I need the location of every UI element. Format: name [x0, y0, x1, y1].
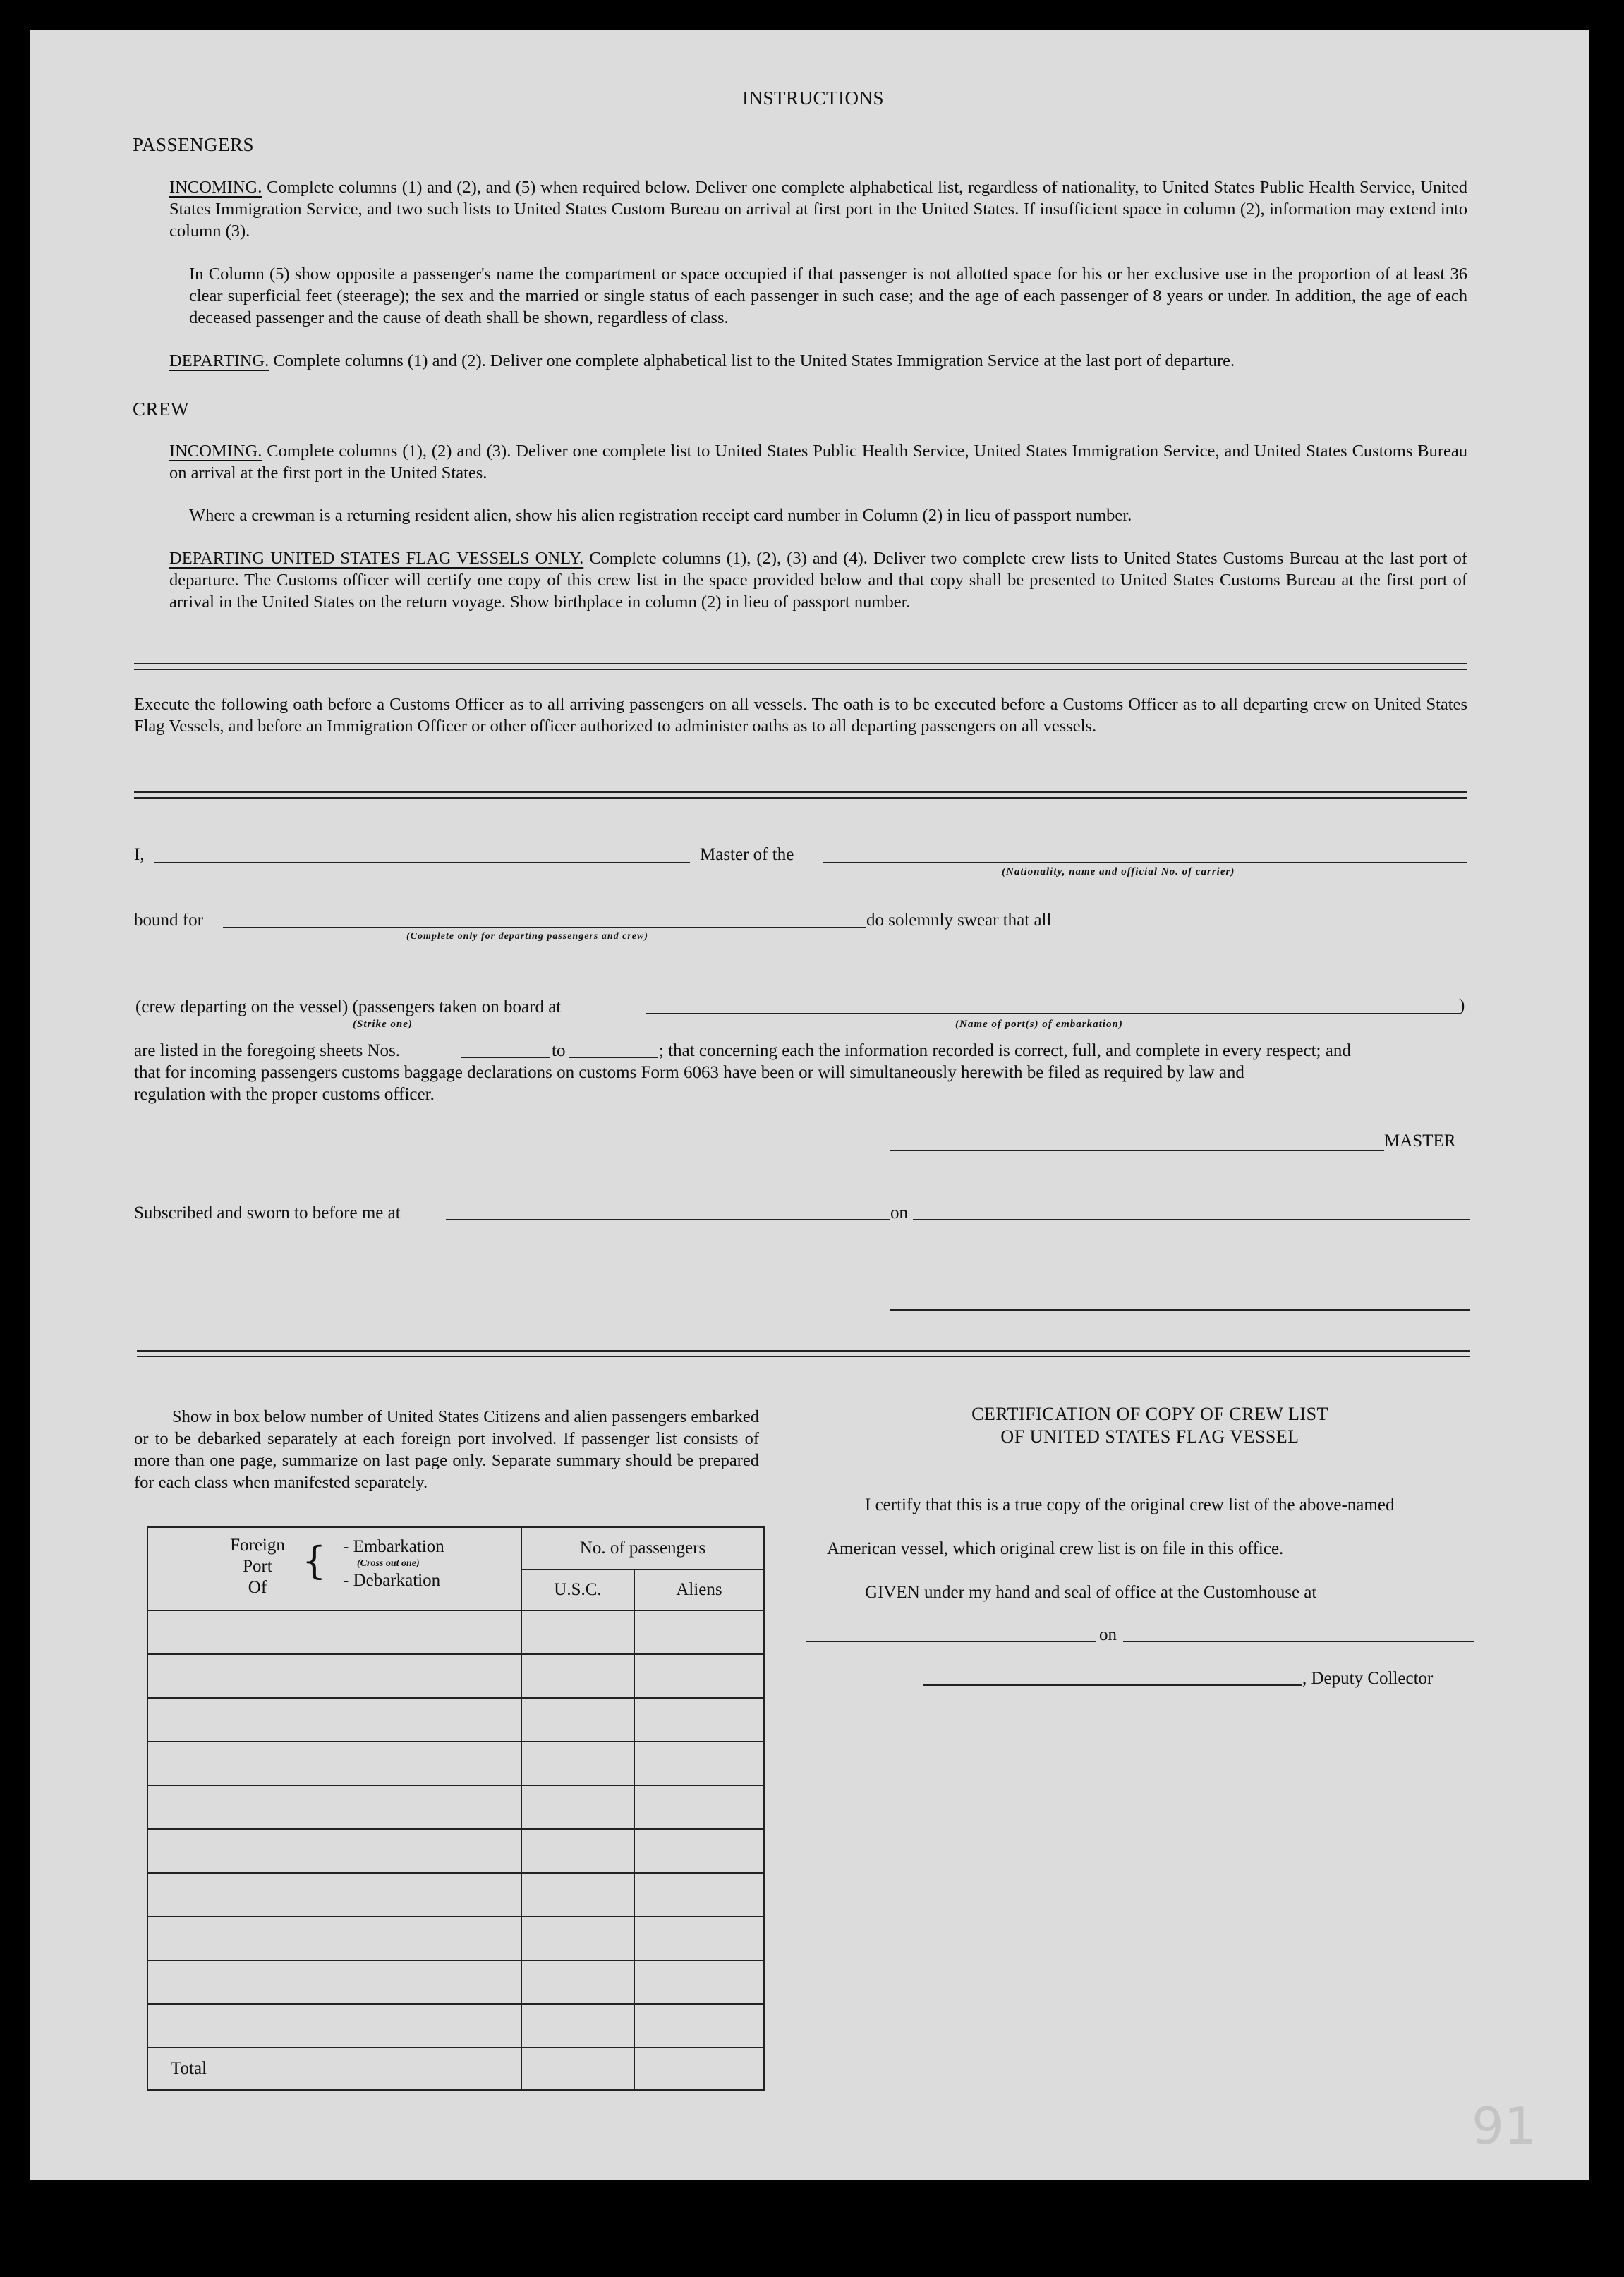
deputy-signature-field[interactable] [923, 1684, 1302, 1686]
passengers-departing-text: Complete columns (1) and (2). Deliver one complete alphabetical list to the United States Immigration Service at the last port of departure. [273, 351, 1235, 370]
subscribed-label: Subscribed and sworn to before me at [134, 1203, 401, 1222]
table-row [147, 1610, 764, 1654]
divider [134, 669, 1467, 670]
crew-incoming [169, 440, 1467, 484]
passengers-incoming-text: Complete columns (1) and (2), and (5) when required below. Deliver one complete alphabetical list, regardless of nationality, to United States Public Health Service, United States Immigration Service, and two such lists to United States Custom Bureau on arrival at first port in the United States. If insufficient space in column (2), information may extend into column (3). [169, 178, 1468, 241]
master-name-field[interactable] [154, 862, 690, 863]
summary-instruction: Show in box below number of United States Citizens and alien passengers embarked or to be debarked separately at each foreign port involved. If passenger list consists of more than one page, summarize on last page only. Separate summary should be prepared for each class when manifested separately. [134, 1407, 759, 1492]
certify-line-2: American vessel, which original crew list is on file in this office. [827, 1539, 1284, 1558]
officer-signature-field[interactable] [890, 1309, 1470, 1311]
crew-departing-text: (crew departing on the vessel) (passengers taken on board at [135, 997, 562, 1016]
port-label: Port [243, 1557, 272, 1576]
total-aliens-cell[interactable] [634, 2048, 764, 2090]
usc-cell[interactable] [521, 1742, 634, 1785]
master-of-the-label: Master of the [700, 845, 794, 864]
port-caption: (Name of port(s) of embarkation) [955, 1019, 1123, 1030]
cert-on-label: on [1099, 1625, 1117, 1644]
port-cell[interactable] [147, 1873, 521, 1917]
carrier-caption: (Nationality, name and official No. of carrier) [1002, 866, 1235, 878]
port-cell[interactable] [147, 1742, 521, 1785]
crew-incoming-text: Complete columns (1), (2) and (3). Deliver one complete list to United States Public Health Service, United States Immigration Service, and United States Customs Bureau on arrival at the first port in the United States. [169, 442, 1468, 482]
aliens-cell[interactable] [634, 1873, 764, 1917]
sheet-from-field[interactable] [461, 1057, 550, 1058]
master-signature-field[interactable] [890, 1150, 1384, 1151]
usc-cell[interactable] [521, 1654, 634, 1698]
instructions-title: INSTRUCTIONS [742, 87, 885, 109]
embarkation-label: - Embarkation [343, 1537, 444, 1556]
table-row [147, 1917, 764, 1960]
aliens-header: Aliens [634, 1569, 764, 1610]
crew-resident: Where a crewman is a returning resident alien, show his alien registration receipt card number in Column (2) in lieu of passport number. [189, 506, 1132, 525]
crew-departing [169, 547, 1467, 613]
crew-departing-text: Complete columns (1), (2), (3) and (4). Deliver two complete crew lists to United States Customs Bureau at the last port of departure. The Customs officer will certify one copy of this crew list in the space provided below and that copy shall be presented to United States Customs Bureau at the first port of arrival in the United States on the return voyage. Show birthplace in column (2) in lieu of passport number. [169, 549, 1468, 612]
crew-departing-label: DEPARTING UNITED STATES FLAG VESSELS ONLY. [169, 549, 584, 568]
port-cell[interactable] [147, 1829, 521, 1873]
aliens-cell[interactable] [634, 1654, 764, 1698]
bound-for-label: bound for [134, 911, 203, 930]
cross-out-caption: (Cross out one) [357, 1558, 420, 1569]
deputy-collector-label: , Deputy Collector [1302, 1669, 1434, 1688]
total-label: Total [147, 2048, 521, 2090]
port-cell[interactable] [147, 2004, 521, 2048]
table-row [147, 2004, 764, 2048]
to-label: to [552, 1041, 566, 1060]
page-stamp: 91 [1472, 2096, 1537, 2156]
table-row [147, 1829, 764, 1873]
port-cell[interactable] [147, 1698, 521, 1742]
port-header-cell [147, 1527, 521, 1610]
bound-for-caption: (Complete only for departing passengers and crew) [406, 931, 648, 942]
bound-for-field[interactable] [223, 927, 866, 928]
usc-header: U.S.C. [521, 1569, 634, 1610]
certification-title-1: CERTIFICATION OF COPY OF CREW LIST [971, 1404, 1328, 1424]
aliens-cell[interactable] [634, 1829, 764, 1873]
sworn-place-field[interactable] [446, 1219, 890, 1220]
passengers-departing [169, 350, 1467, 372]
certification-title-2: OF UNITED STATES FLAG VESSEL [1000, 1426, 1299, 1447]
table-row [147, 1785, 764, 1829]
divider [137, 1356, 1470, 1357]
foreign-label: Foreign [230, 1536, 285, 1555]
usc-cell[interactable] [521, 1917, 634, 1960]
passengers-incoming-label: INCOMING. [169, 178, 262, 197]
customhouse-field[interactable] [806, 1641, 1096, 1642]
divider [134, 663, 1467, 664]
table-row [147, 1960, 764, 2004]
carrier-field[interactable] [823, 862, 1467, 863]
table-row [147, 1654, 764, 1698]
oath-i-label: I, [134, 845, 145, 864]
table-row [147, 1698, 764, 1742]
passenger-summary-table [147, 1526, 765, 2091]
total-usc-cell[interactable] [521, 2048, 634, 2090]
crew-incoming-label: INCOMING. [169, 442, 262, 461]
usc-cell[interactable] [521, 1873, 634, 1917]
sworn-on-label: on [890, 1203, 908, 1222]
of-label: Of [248, 1578, 267, 1597]
oath-line-2: that for incoming passengers customs baggage declarations on customs Form 6063 have been or will simultaneously herewith be filed as required by law and [134, 1063, 1244, 1082]
port-cell[interactable] [147, 1654, 521, 1698]
port-cell[interactable] [147, 1785, 521, 1829]
oath-line-3: regulation with the proper customs officer. [134, 1085, 435, 1104]
port-cell[interactable] [147, 1917, 521, 1960]
listed-prefix: are listed in the foregoing sheets Nos. [134, 1041, 400, 1060]
swear-text: do solemnly swear that all [866, 911, 1052, 930]
embarkation-port-field[interactable] [646, 1013, 1460, 1014]
given-line: GIVEN under my hand and seal of office at the Customhouse at [865, 1583, 1317, 1602]
passengers-heading: PASSENGERS [133, 134, 255, 155]
usc-cell[interactable] [521, 1610, 634, 1654]
debarkation-label: - Debarkation [343, 1571, 441, 1590]
passengers-incoming [169, 176, 1467, 242]
table-row [147, 1873, 764, 1917]
port-cell[interactable] [147, 1610, 521, 1654]
close-paren: ) [1459, 996, 1465, 1015]
usc-cell[interactable] [521, 2004, 634, 2048]
usc-cell[interactable] [521, 1829, 634, 1873]
aliens-cell[interactable] [634, 1610, 764, 1654]
divider [134, 791, 1467, 793]
usc-cell[interactable] [521, 1960, 634, 2004]
passengers-column5: In Column (5) show opposite a passenger's name the compartment or space occupied if that passenger is not allotted space for his or her exclusive use in the proportion of at least 36 clear superficial feet (steerage); the sex and the married or single status of each passenger in such case; and the age of each passenger of 8 years or under. In addition, the age of each deceased passenger and the cause of death shall be shown, regardless of class. [189, 265, 1467, 327]
brace-icon: { [302, 1538, 327, 1583]
oath-instruction: Execute the following oath before a Customs Officer as to all arriving passengers on all vessels. The oath is to be executed before a Customs Officer as to all departing crew on United States Flag Vessels, and before an Immigration Officer or other officer authorized to administer oaths as to all departing passengers on all vessels. [134, 695, 1467, 736]
aliens-cell[interactable] [634, 1742, 764, 1785]
strike-one-caption: (Strike one) [353, 1019, 413, 1030]
divider [137, 1350, 1470, 1352]
table-row [147, 1742, 764, 1785]
certify-line-1: I certify that this is a true copy of the original crew list of the above-named [865, 1495, 1395, 1514]
crew-heading: CREW [133, 399, 189, 420]
aliens-cell[interactable] [634, 1698, 764, 1742]
aliens-cell[interactable] [634, 1917, 764, 1960]
no-passengers-header: No. of passengers [521, 1527, 764, 1569]
sworn-date-field[interactable] [913, 1219, 1470, 1220]
aliens-cell[interactable] [634, 1785, 764, 1829]
aliens-cell[interactable] [634, 1960, 764, 2004]
usc-cell[interactable] [521, 1698, 634, 1742]
sheet-to-field[interactable] [569, 1057, 658, 1058]
port-cell[interactable] [147, 1960, 521, 2004]
aliens-cell[interactable] [634, 2004, 764, 2048]
master-label: MASTER [1384, 1131, 1456, 1150]
usc-cell[interactable] [521, 1785, 634, 1829]
cert-date-field[interactable] [1123, 1641, 1474, 1642]
passengers-departing-label: DEPARTING. [169, 351, 269, 370]
divider [134, 797, 1467, 799]
listed-suffix: ; that concerning each the information recorded is correct, full, and complete in every respect; and [659, 1041, 1351, 1060]
